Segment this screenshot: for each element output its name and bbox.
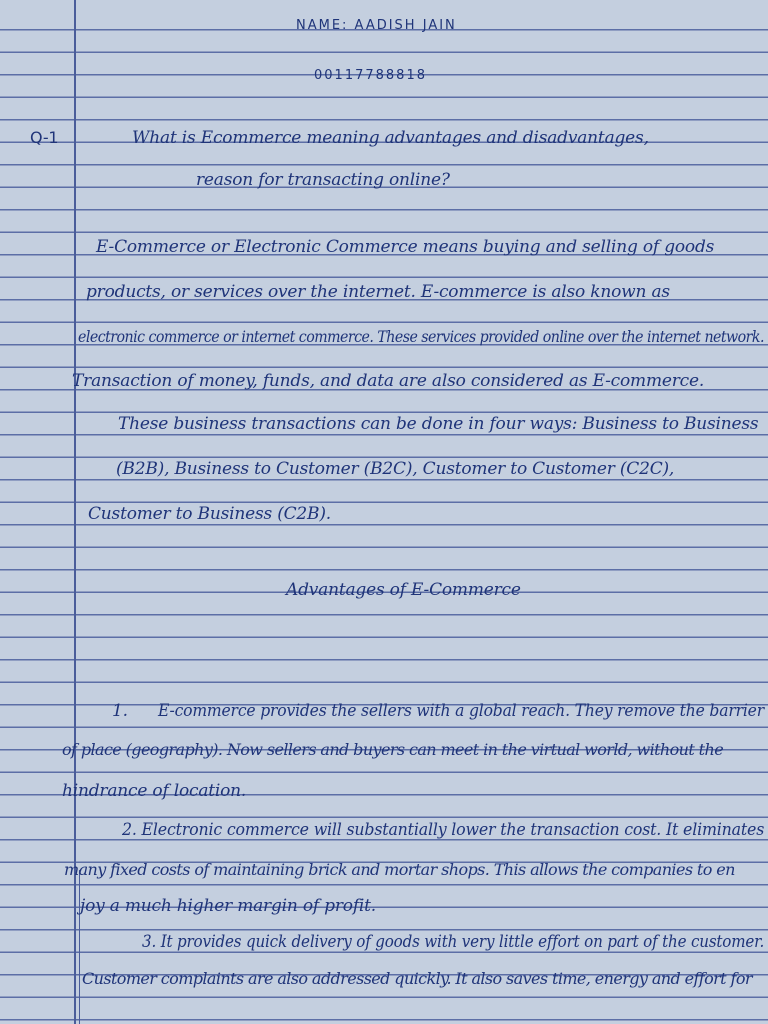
advantage-1-line-3: hindrance of location. <box>62 781 247 801</box>
advantage-3-line-1: 3. It provides quick delivery of goods with very little effort on part of the customer. <box>142 932 765 952</box>
question-text-line-2: reason for transacting online? <box>196 170 450 190</box>
answer-line-4: Transaction of money, funds, and data are also considered as E-commerce. <box>72 371 705 391</box>
answer-line-3: electronic commerce or internet commerce. These services provided online over the internet network. <box>78 327 764 346</box>
advantage-1-line-1: E-commerce provides the sellers with a global reach. They remove the barrier <box>158 701 764 721</box>
answer-line-5: These business transactions can be done in four ways: Business to Business <box>118 414 759 434</box>
answer-line-6: (B2B), Business to Customer (B2C), Customer to Customer (C2C), <box>116 459 675 479</box>
student-name: NAME: AADISH JAIN <box>296 18 457 33</box>
advantage-2-line-3: joy a much higher margin of profit. <box>80 896 376 916</box>
question-text-line-1: What is Ecommerce meaning advantages and disadvantages, <box>132 128 649 148</box>
roll-number: 00117788818 <box>314 68 427 83</box>
question-label: Q-1 <box>30 128 59 147</box>
advantage-1-line-2: of place (geography). Now sellers and buyers can meet in the virtual world, without the <box>62 740 724 759</box>
advantage-3-line-2: Customer complaints are also addressed quickly. It also saves time, energy and effort for <box>82 969 752 988</box>
advantage-2-line-2: many fixed costs of maintaining brick and mortar shops. This allows the companies to en <box>64 860 735 879</box>
margin-rule-secondary <box>79 870 80 1024</box>
section-heading: Advantages of E-Commerce <box>286 580 521 600</box>
answer-line-1: E-Commerce or Electronic Commerce means buying and selling of goods <box>96 237 715 257</box>
answer-line-2: products, or services over the internet. E-commerce is also known as <box>86 282 670 302</box>
advantage-1-number: 1. <box>112 701 128 721</box>
advantage-2-line-1: 2. Electronic commerce will substantially lower the transaction cost. It eliminates <box>122 820 765 840</box>
answer-line-7: Customer to Business (C2B). <box>88 504 331 524</box>
